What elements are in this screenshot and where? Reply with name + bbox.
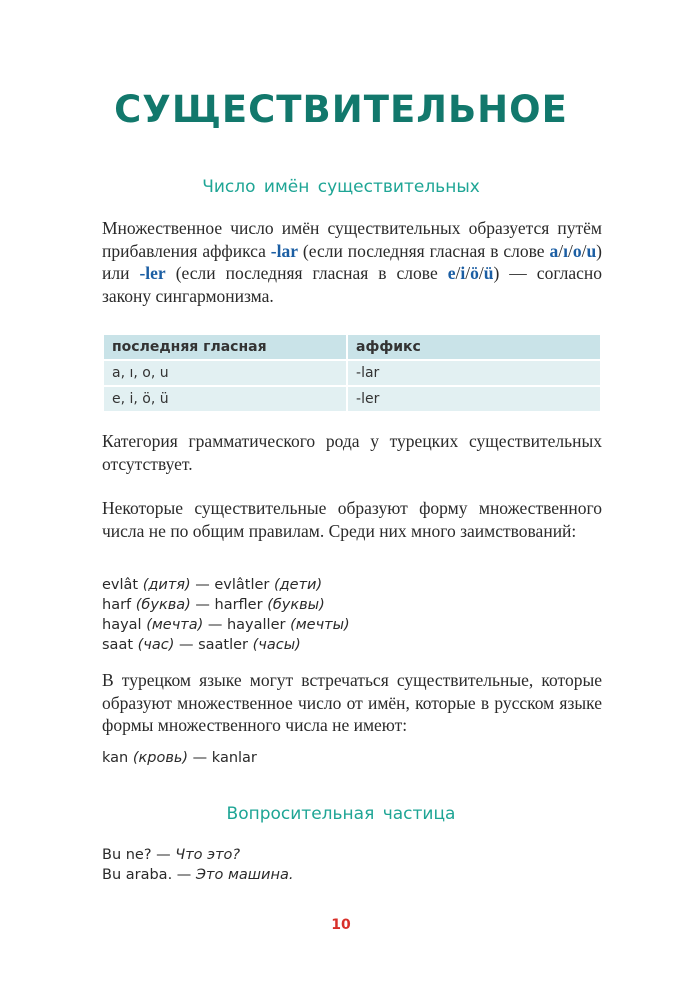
list-item: hayal (мечта) — hayaller (мечты): [102, 617, 350, 633]
table-row: [103, 360, 601, 386]
list-item: Bu ne? — Что это?: [102, 847, 241, 863]
uncountable-paragraph: В турецком языке могут встречаться существительные, которые образуют множественное число от имён, которые в русском языке формы множественного числа не имеют:: [102, 670, 602, 735]
table-cell: -lar: [347, 360, 601, 386]
irregular-paragraph: Некоторые существительные образуют форму множественного числа не по общим правилам. Среди них много заимствований:: [102, 498, 602, 541]
page-number: 10: [331, 917, 351, 933]
section-heading-question: Вопросительная частица: [226, 804, 456, 824]
affix-table: [102, 333, 602, 413]
table-cell: e, i, ö, ü: [103, 386, 347, 412]
list-item: saat (час) — saatler (часы): [102, 637, 301, 653]
page-title: СУЩЕСТВИТЕЛЬНОЕ: [114, 88, 568, 131]
section-heading-plural: Число имён существительных: [202, 177, 480, 197]
table-cell: a, ı, o, u: [103, 360, 347, 386]
list-item: Bu araba. — Это машина.: [102, 867, 294, 883]
table-header: последняя гласная: [103, 334, 347, 360]
table-row: [103, 386, 601, 412]
gender-paragraph: Категория грамматического рода у турецких существительных отсутствует.: [102, 431, 602, 474]
table-header-row: [103, 334, 601, 360]
intro-paragraph: Множественное число имён существительных образуется путём прибавления аффикса -lar (если последняя гласная в слове a/ı/o/u) или -ler (если последняя гласная в слове e/i/ö/ü) — согласно закону сингармонизма.: [102, 218, 602, 306]
table-cell: -ler: [347, 386, 601, 412]
list-item: harf (буква) — harfler (буквы): [102, 597, 325, 613]
example-kan: kan (кровь) — kanlar: [102, 750, 257, 766]
table-header: аффикс: [347, 334, 601, 360]
list-item: evlât (дитя) — evlâtler (дети): [102, 577, 323, 593]
question-examples: [102, 845, 602, 885]
examples-list: [102, 575, 602, 655]
